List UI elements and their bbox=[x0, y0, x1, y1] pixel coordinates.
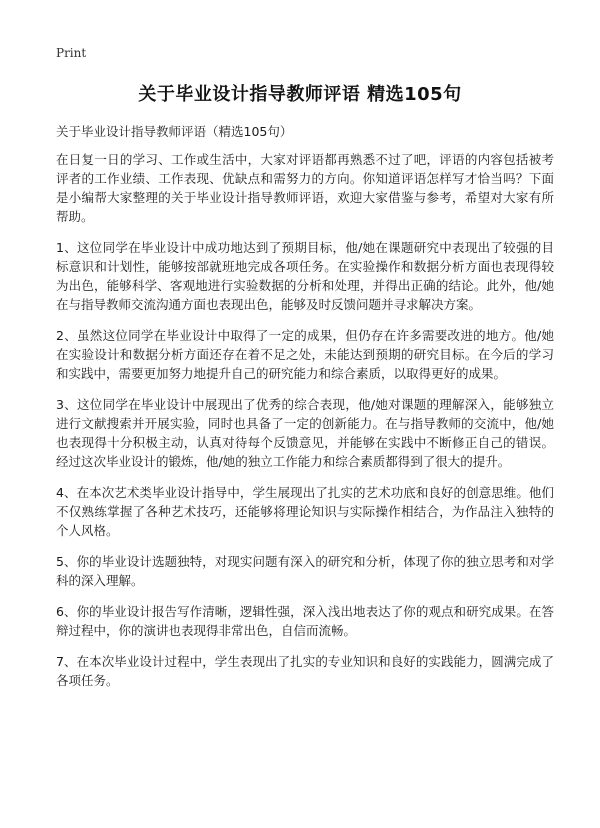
comment-paragraph: 6、你的毕业设计报告写作清晰，逻辑性强，深入浅出地表达了你的观点和研究成果。在答辩过程中，你的演讲也表现得非常出色，自信而流畅。 bbox=[56, 604, 554, 638]
page-title: 关于毕业设计指导教师评语 精选105句 bbox=[138, 84, 462, 105]
comment-paragraph: 5、你的毕业设计选题独特，对现实问题有深入的研究和分析，体现了你的独立思考和对学科的深入理解。 bbox=[56, 554, 554, 588]
comment-paragraph: 1、这位同学在毕业设计中成功地达到了预期目标，他/她在课题研究中表现出了较强的目标意识和计划性，能够按部就班地完成各项任务。在实验操作和数据分析方面也表现得较为出色，能够科学、客观地进行实验数据的分析和处理，并得出正确的结论。此外，他/她在与指导教师交流沟通方面也表现出色，能够及时反馈问题并寻求解决方案。 bbox=[56, 240, 554, 312]
comment-paragraph: 3、这位同学在毕业设计中展现出了优秀的综合表现，他/她对课题的理解深入，能够独立进行文献搜索并开展实验，同时也具备了一定的创新能力。在与指导教师的交流中，他/她也表现得十分积极主动，认真对待每个反馈意见，并能够在实践中不断修正自己的错误。经过这次毕业设计的锻炼，他/她的独立工作能力和综合素质都得到了很大的提升。 bbox=[56, 397, 554, 469]
comment-paragraph: 4、在本次艺术类毕业设计指导中，学生展现出了扎实的艺术功底和良好的创意思维。他们不仅熟练掌握了各种艺术技巧，还能够将理论知识与实际操作相结合，为作品注入独特的个人风格。 bbox=[56, 485, 554, 538]
document-body bbox=[56, 150, 554, 702]
print-link[interactable]: Print bbox=[56, 46, 87, 60]
comment-paragraph: 7、在本次毕业设计过程中，学生表现出了扎实的专业知识和良好的实践能力，圆满完成了各项任务。 bbox=[56, 654, 554, 688]
document-subtitle: 关于毕业设计指导教师评语（精选105句） bbox=[56, 124, 293, 139]
intro-paragraph: 在日复一日的学习、工作或生活中，大家对评语都再熟悉不过了吧，评语的内容包括被考评者的工作业绩、工作表现、优缺点和需努力的方向。你知道评语怎样写才恰当吗？下面是小编帮大家整理的关于毕业设计指导教师评语，欢迎大家借鉴与参考，希望对大家有所帮助。 bbox=[56, 152, 554, 224]
comment-paragraph: 2、虽然这位同学在毕业设计中取得了一定的成果，但仍存在许多需要改进的地方。他/她在实验设计和数据分析方面还存在着不足之处，未能达到预期的研究目标。在今后的学习和实践中，需要更加努力地提升自己的研究能力和综合素质，以取得更好的成果。 bbox=[56, 328, 554, 381]
